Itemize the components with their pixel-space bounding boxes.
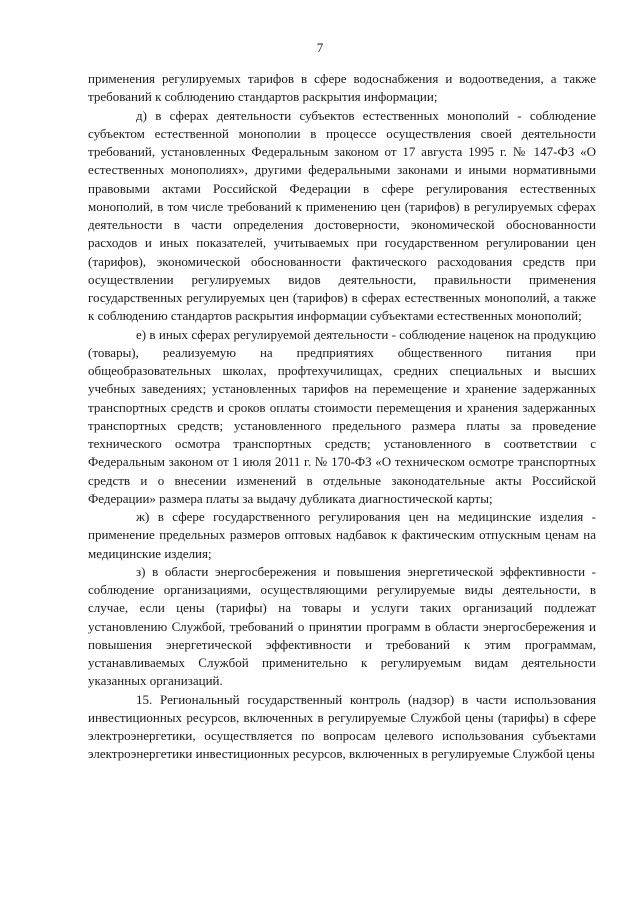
paragraph-section-15: 15. Региональный государственный контроль (надзор) в части использования инвестиционных ресурсов, включенных в регулируемые Службой цены (тарифы) в сфере электроэнергетики, осуществляется по вопросам целевого использования субъектами электроэнергетики инвестиционных ресурсов, включенных в регулируемые Службой цены (88, 691, 596, 762)
paragraph-item-e: е) в иных сферах регулируемой деятельности - соблюдение наценок на продукцию (товары), реализуемую на предприятиях общественного питания при общеобразовательных школах, профтехучилищах, средних специальных и высших учебных заведениях; установленных тарифов на перемещение и хранение задержанных транспортных средств и сроков оплаты стоимости перемещения и хранения задержанных транспортных средств; установленного предельного размера платы за проведение технического осмотра транспортных средств; установленного в соответствии с Федеральным законом от 1 июля 2011 г. № 170-ФЗ «О техническом осмотре транспортных средств и о внесении изменений в отдельные законодательные акты Российской Федерации» размера платы за выдачу дубликата диагностической карты; (88, 326, 596, 506)
paragraph-continuation: применения регулируемых тарифов в сфере водоснабжения и водоотведения, а также требований к соблюдению стандартов раскрытия информации; (88, 71, 596, 105)
paragraph-item-z: з) в области энергосбережения и повышения энергетической эффективности - соблюдение организациями, осуществляющими регулируемые виды деятельности, в случае, если цены (тарифы) на товары и услуги таких организаций подлежат установлению Службой, требований о принятии программ в области энергосбережения и повышения энергетической эффективности и требований к этим программам, устанавливаемых Службой применительно к регулируемым видам деятельности указанных организаций. (88, 563, 596, 689)
document-body (88, 70, 596, 764)
paragraph-item-d: д) в сферах деятельности субъектов естественных монополий - соблюдение субъектом естественной монополии в процессе осуществления своей деятельности требований, установленных Федеральным законом от 17 августа 1995 г. № 147-ФЗ «О естественных монополиях», другими федеральными законами и иными нормативными правовыми актами Российской Федерации в сфере регулирования естественных монополий, в том числе требований к применению цен (тарифов) в регулируемых сферах деятельности в части определения достоверности, экономической обоснованности расходов и иных показателей, учитываемых при государственном регулировании цен (тарифов), экономической обоснованности фактического расходования средств при осуществлении регулируемых видов деятельности, правильности применения государственных регулируемых цен (тарифов) в сферах естественных монополий, а также к соблюдению стандартов раскрытия информации субъектами естественных монополий; (88, 107, 596, 324)
paragraph-item-zh: ж) в сфере государственного регулирования цен на медицинские изделия - применение предельных размеров оптовых надбавок к фактическим отпускным ценам на медицинские изделия; (88, 509, 596, 561)
page-number: 7 (316, 40, 324, 55)
